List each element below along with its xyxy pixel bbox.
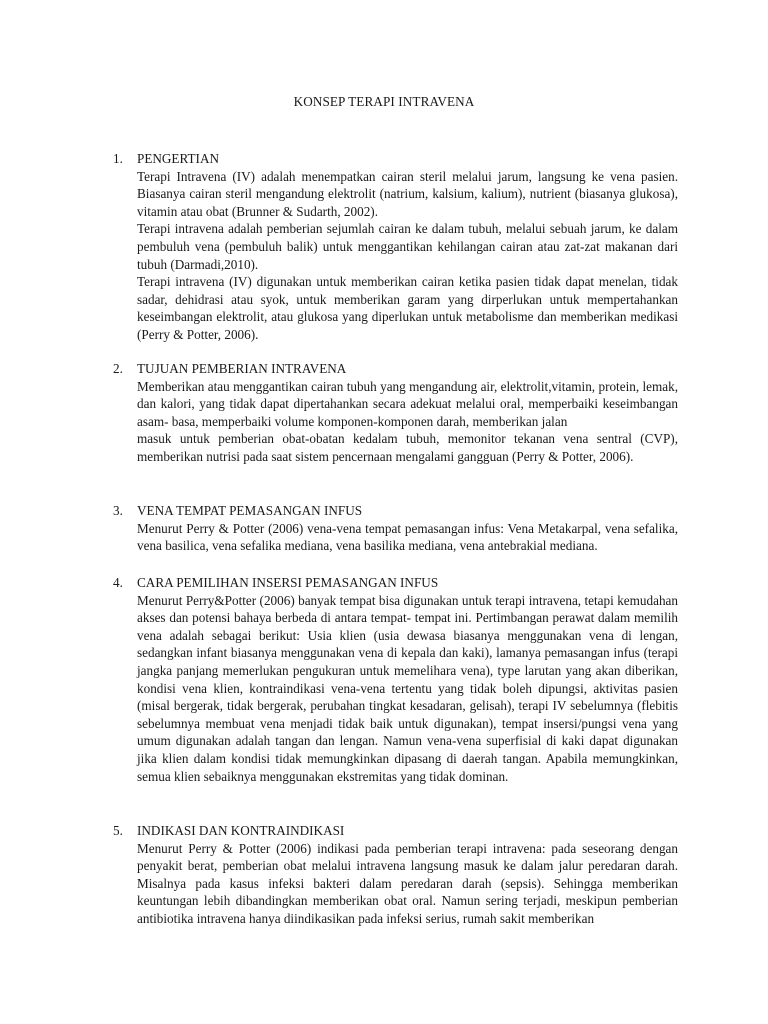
section-body [137, 592, 678, 786]
section-number: 2. [113, 361, 123, 376]
paragraph: masuk untuk pemberian obat-obatan kedalam tubuh, memonitor tekanan vena sentral (CVP), memberikan nutrisi pada saat sistem pencernaan mengalami gangguan (Perry & Potter, 2006). [137, 431, 678, 464]
section-heading: VENA TEMPAT PEMASANGAN INFUS [137, 503, 363, 518]
section-heading: TUJUAN PEMBERIAN INTRAVENA [137, 361, 347, 376]
paragraph: Memberikan atau menggantikan cairan tubuh yang mengandung air, elektrolit,vitamin, protein, lemak, dan kalori, yang tidak dapat dipertahankan secara adekuat melalui oral, memperbaiki keseimbangan asam- basa, memperbaiki volume komponen-komponen darah, memberikan jalan [137, 378, 678, 429]
section-number: 1. [113, 151, 123, 166]
section-number: 4. [113, 575, 123, 590]
paragraph: Menurut Perry & Potter (2006) vena-vena tempat pemasangan infus: Vena Metakarpal, vena sefalika, vena basilica, vena sefalika mediana, vena basilika mediana, vena antebrakial mediana. [137, 520, 678, 554]
paragraph: Menurut Perry&Potter (2006) banyak tempat bisa digunakan untuk terapi intravena, tetapi kemudahan akses dan potensi bahaya berbeda di antara tempat- tempat ini. Pertimbangan perawat dalam memilih vena adalah sebagai berikut: Usia klien (usia dewasa biasanya menggunakan vena di lengan, sedangkan infant biasanya menggunakan vena di kepala dan kaki), lamanya pemasangan infus (terapi jangka panjang memerlukan pengukuran untuk memelihara vena), type larutan yang akan diberikan, kondisi vena klien, kontraindikasi vena-vena tertentu yang tidak boleh dipungsi, aktivitas pasien (misal bergerak, tidak bergerak, perubahan tingkat kesadaran, gelisah), terapi IV sebelumnya (flebitis sebelumnya membuat vena menjadi tidak baik untuk digunakan), tempat insersi/pungsi vena yang umum digunakan adalah tangan dan lengan. Namun vena-vena superfisial di kaki dapat digunakan jika klien dalam kondisi tidak memungkinkan dipasang di daerah tangan. Apabila memungkinkan, semua klien sebaiknya menggunakan ekstremitas yang tidak dominan. [137, 592, 678, 784]
section-heading: PENGERTIAN [137, 151, 219, 166]
section-number: 3. [113, 503, 123, 518]
document-title: KONSEP TERAPI INTRAVENA [293, 94, 475, 109]
section-number: 5. [113, 823, 123, 838]
section-body [137, 378, 678, 466]
paragraph: Terapi intravena (IV) digunakan untuk memberikan cairan ketika pasien tidak dapat menelan, tidak sadar, dehidrasi atau syok, untuk memberikan garam yang dirperlukan untuk mempertahankan keseimbangan elektrolit, atau glukosa yang diperlukan untuk metabolisme dan memberikan medikasi (Perry & Potter, 2006). [137, 274, 678, 342]
section-body [137, 520, 678, 555]
paragraph: Terapi Intravena (IV) adalah menempatkan cairan steril melalui jarum, langsung ke vena pasien. Biasanya cairan steril mengandung elektrolit (natrium, kalsium, kalium), nutrient (biasanya glukosa), vitamin atau obat (Brunner & Sudarth, 2002). [137, 168, 678, 219]
section-heading: INDIKASI DAN KONTRAINDIKASI [137, 823, 345, 838]
paragraph: Menurut Perry & Potter (2006) indikasi pada pemberian terapi intravena: pada seseorang dengan penyakit berat, pemberian obat melalui intravena langsung masuk ke dalam jalur peredaran darah. Misalnya pada kasus infeksi bakteri dalam peredaran darah (sepsis). Sehingga memberikan keuntungan lebih dibandingkan memberikan obat oral. Namun sering terjadi, meskipun pemberian antibiotika intravena hanya diindikasikan pada infeksi serius, rumah sakit memberikan [137, 840, 678, 926]
section-body [137, 168, 678, 344]
section-heading: CARA PEMILIHAN INSERSI PEMASANGAN INFUS [137, 575, 439, 590]
paragraph: Terapi intravena adalah pemberian sejumlah cairan ke dalam tubuh, melalui sebuah jarum, ke dalam pembuluh vena (pembuluh balik) untuk menggantikan kehilangan cairan atau zat-zat makanan dari tubuh (Darmadi,2010). [137, 221, 678, 272]
section-body [137, 840, 678, 928]
